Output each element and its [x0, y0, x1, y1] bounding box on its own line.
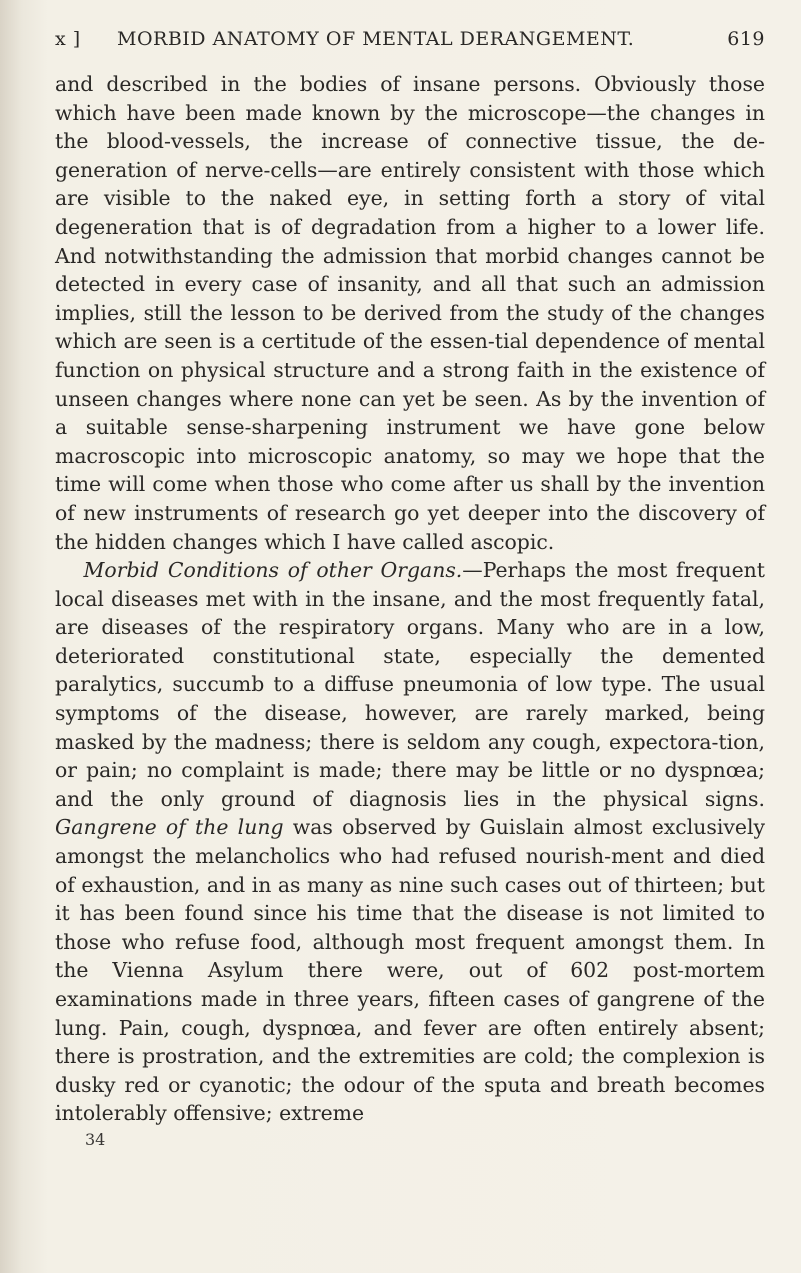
paragraph-text: and described in the bodies of insane persons. Obviously those which have been made known by the microscope—the changes in the blood-vessels, the increase of connective tissue, the de-generation of nerve-cells—are entirely consistent with those which are visible to the naked eye, in setting forth a story of vital degeneration that is of degradation from a higher to a lower life. And notwithstanding the admission that morbid changes cannot be detected in every case of insanity, and all that such an admission implies, still the lesson to be derived from the study of the changes which are seen is a certitude of the essen-tial dependence of mental function on physical structure and a strong faith in the existence of unseen changes where none can yet be seen. As by the invention of a suitable sense-sharpening instrument we have gone below macroscopic into microscopic anatomy, so may we hope that the time will come when those who come after us shall by the invention of new instruments of research go yet deeper into the discovery of the hidden changes which I have called ascopic. — [55, 72, 765, 554]
running-head — [55, 28, 765, 60]
body-text — [55, 70, 765, 1128]
paragraph — [55, 70, 765, 556]
section-heading: Morbid Conditions of other Organs. — [83, 558, 463, 583]
italic-term: Gangrene of the lung — [55, 815, 284, 840]
paragraph — [55, 556, 765, 1128]
running-title: MORBID ANATOMY OF MENTAL DERANGEMENT. — [117, 28, 635, 50]
paragraph-text: —Perhaps the most frequent local diseases met with in the insane, and the most frequently fatal, are diseases of the respiratory organs. Many who are in a low, deteriorated constitutional state, especially the demented paralytics, succumb to a diffuse pneumonia of low type. The usual symptoms of the disease, however, are rarely marked, being masked by the madness; there is seldom any cough, expectora-tion, or pain; no complaint is made; there may be little or no dyspnœa; and the only ground of diagnosis lies in the physical signs. — [55, 558, 765, 811]
page-number: 619 — [727, 28, 765, 50]
chapter-marker: x ] — [55, 28, 81, 50]
paragraph-text: was observed by Guislain almost exclusively amongst the melancholics who had refused nourish-ment and died of exhaustion, and in as many as nine such cases out of thirteen; but it has been found since his time that the disease is not limited to those who refuse food, although most frequent amongst them. In the Vienna Asylum there were, out of 602 post-mortem examinations made in three years, fifteen cases of gangrene of the lung. Pain, cough, dyspnœa, and fever are often entirely absent; there is prostration, and the extremities are cold; the complexion is dusky red or cyanotic; the odour of the sputa and breath becomes intolerably offensive; extreme — [55, 815, 765, 1126]
signature-mark: 34 — [85, 1129, 106, 1149]
